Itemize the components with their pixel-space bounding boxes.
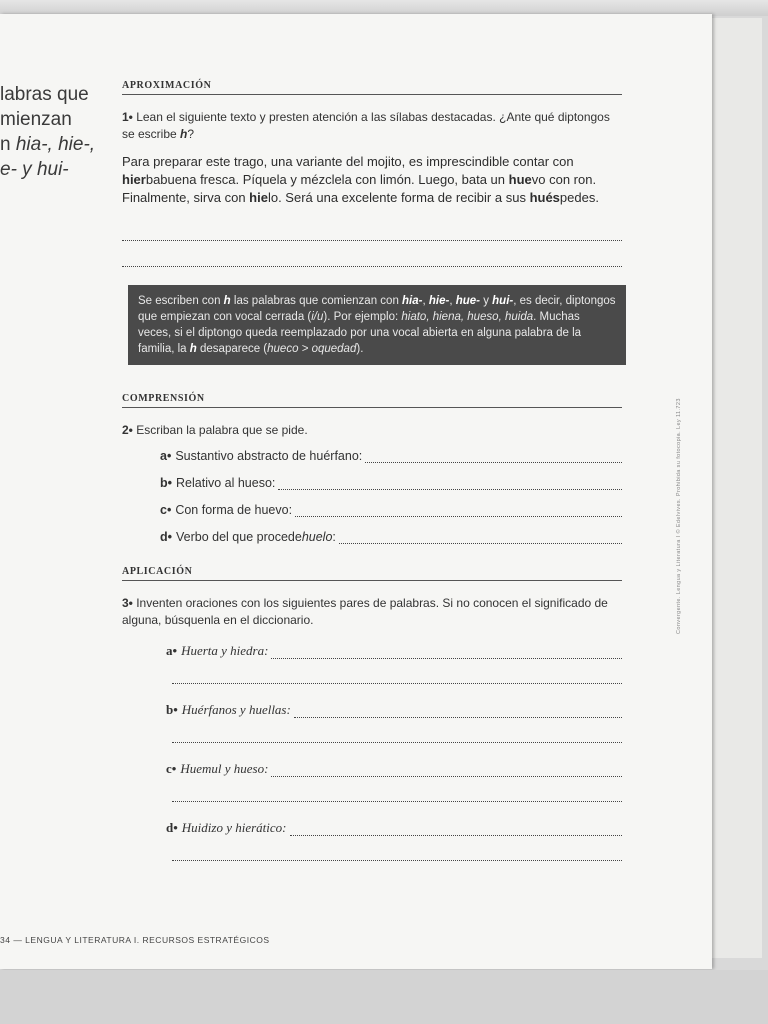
item-text: Relativo al hueso: xyxy=(176,476,276,490)
rule-text: desaparece ( xyxy=(196,343,268,355)
highlighted-syllable: hués xyxy=(529,190,560,205)
passage-text: Para preparar este trago, una variante del mojito, es imprescindible contar con xyxy=(122,154,574,169)
question-text: Inventen oraciones con los siguientes pares de palabras. Si no conocen el significado de alguna, búsquenla en el diccionario. xyxy=(122,596,608,627)
section-title-comprension: COMPRENSIÓN xyxy=(122,393,622,408)
answer-line[interactable] xyxy=(271,646,622,659)
section-title-aproximacion: APROXIMACIÓN xyxy=(122,80,622,95)
section-title-aplicacion: APLICACIÓN xyxy=(122,566,622,581)
highlighted-syllable: hie xyxy=(249,190,268,205)
rule-h: h xyxy=(223,295,231,307)
item-b xyxy=(160,476,622,490)
pair-letter: c• xyxy=(166,761,177,776)
highlighted-syllable: hier xyxy=(122,172,146,187)
margin-line: labras que xyxy=(0,84,89,105)
pair-letter: b• xyxy=(166,702,178,717)
answer-line[interactable] xyxy=(122,251,622,267)
question-3 xyxy=(122,595,622,629)
scanner-bed xyxy=(0,970,768,1024)
question-h: h xyxy=(180,127,188,141)
rule-text: ). xyxy=(356,343,364,355)
pair-text: Huidizo y hierático: xyxy=(181,820,287,835)
item-text: Verbo del que procede xyxy=(176,530,302,544)
margin-line: mienzan xyxy=(0,109,72,130)
question-number: 2• xyxy=(122,423,133,437)
exercise-content xyxy=(122,80,622,879)
workbook-page xyxy=(0,14,712,969)
rule-prefix: hia- xyxy=(402,295,423,307)
pair-d xyxy=(166,820,622,836)
page-footer: 34 — LENGUA Y LITERATURA I. RECURSOS ESTRATÉGICOS xyxy=(0,935,270,945)
answer-line[interactable] xyxy=(365,450,622,463)
pair-letter: a• xyxy=(166,643,178,658)
rule-h: h xyxy=(189,343,197,355)
answer-line[interactable] xyxy=(339,531,622,544)
item-a xyxy=(160,449,622,463)
question-number: 1• xyxy=(122,110,133,124)
item-c xyxy=(160,503,622,517)
previous-column-fragment xyxy=(0,82,110,182)
item-letter: a• xyxy=(160,449,172,463)
pair-text: Huerta y hiedra: xyxy=(181,643,269,658)
highlighted-syllable: hue xyxy=(508,172,532,187)
margin-line xyxy=(0,157,110,182)
pair-b xyxy=(166,702,622,718)
margin-italic: hia-, hie-, xyxy=(15,134,96,155)
item-end: : xyxy=(332,530,336,544)
rule-examples: hiato, hiena, hueso, huida xyxy=(401,311,534,323)
answer-line[interactable] xyxy=(172,659,622,684)
rule-sep: , xyxy=(422,295,429,307)
answer-line[interactable] xyxy=(271,764,622,777)
rule-infobox xyxy=(128,285,626,365)
margin-italic: e- y hui- xyxy=(0,159,69,180)
question-text: Escriban la palabra que se pide. xyxy=(132,423,308,437)
question-text: Lean el siguiente texto y presten atención a las sílabas destacadas. ¿Ante qué diptongos se escribe xyxy=(122,110,610,141)
item-d xyxy=(160,530,622,544)
rule-vowels: i/u xyxy=(311,311,324,323)
answer-line[interactable] xyxy=(290,823,623,836)
item-letter: c• xyxy=(160,503,172,517)
answer-line[interactable] xyxy=(122,225,622,241)
copyright-side-note: Convergente. Lengua y Literatura I © Edelvives. Prohibida su fotocopia. Ley 11.723 xyxy=(676,398,682,634)
item-letter: d• xyxy=(160,530,173,544)
facing-page-edge xyxy=(712,18,762,958)
rule-text: las palabras que comienzan con xyxy=(230,295,403,307)
question-2 xyxy=(122,422,622,439)
passage-text: babuena fresca. Píquela y mézclela con limón. Luego, bata un xyxy=(145,172,509,187)
rule-text: y xyxy=(480,295,493,307)
rule-prefix: hui- xyxy=(492,295,514,307)
rule-sep: , xyxy=(449,295,456,307)
rule-text: . Muchas veces, si el diptongo queda reemplazado por una vocal abierta en alguna palabra de la familia, la xyxy=(138,311,582,355)
answer-line[interactable] xyxy=(278,477,622,490)
pair-text: Huemul y hueso: xyxy=(180,761,269,776)
item-italic: huelo xyxy=(301,530,333,544)
item-text: Con forma de huevo: xyxy=(175,503,293,517)
pair-letter: d• xyxy=(166,820,178,835)
passage-text: pedes. xyxy=(559,190,599,205)
question-end: ? xyxy=(187,127,195,141)
answer-line[interactable] xyxy=(172,718,622,743)
rule-text: ). Por ejemplo: xyxy=(323,311,402,323)
rule-text: , es decir, diptongos que empiezan con vocal cerrada ( xyxy=(138,295,616,323)
item-letter: b• xyxy=(160,476,173,490)
margin-prefix: n xyxy=(0,134,16,155)
reading-passage xyxy=(122,153,622,207)
pair-c xyxy=(166,761,622,777)
pair-a xyxy=(166,643,622,659)
margin-line xyxy=(0,132,110,157)
answer-line[interactable] xyxy=(172,777,622,802)
passage-text: lo. Será una excelente forma de recibir a sus xyxy=(267,190,530,205)
answer-line[interactable] xyxy=(172,836,622,861)
answer-line[interactable] xyxy=(294,705,622,718)
rule-example-2: hueco > oquedad xyxy=(267,343,357,355)
rule-prefix: hie- xyxy=(428,295,450,307)
rule-text: Se escriben con xyxy=(138,295,224,307)
item-text: Sustantivo abstracto de huérfano: xyxy=(175,449,363,463)
question-1 xyxy=(122,109,622,143)
passage-text: vo con ron. Finalmente, sirva con xyxy=(122,172,597,205)
rule-prefix: hue- xyxy=(455,295,480,307)
question-number: 3• xyxy=(122,596,133,610)
answer-line[interactable] xyxy=(295,504,622,517)
pair-text: Huérfanos y huellas: xyxy=(181,702,291,717)
